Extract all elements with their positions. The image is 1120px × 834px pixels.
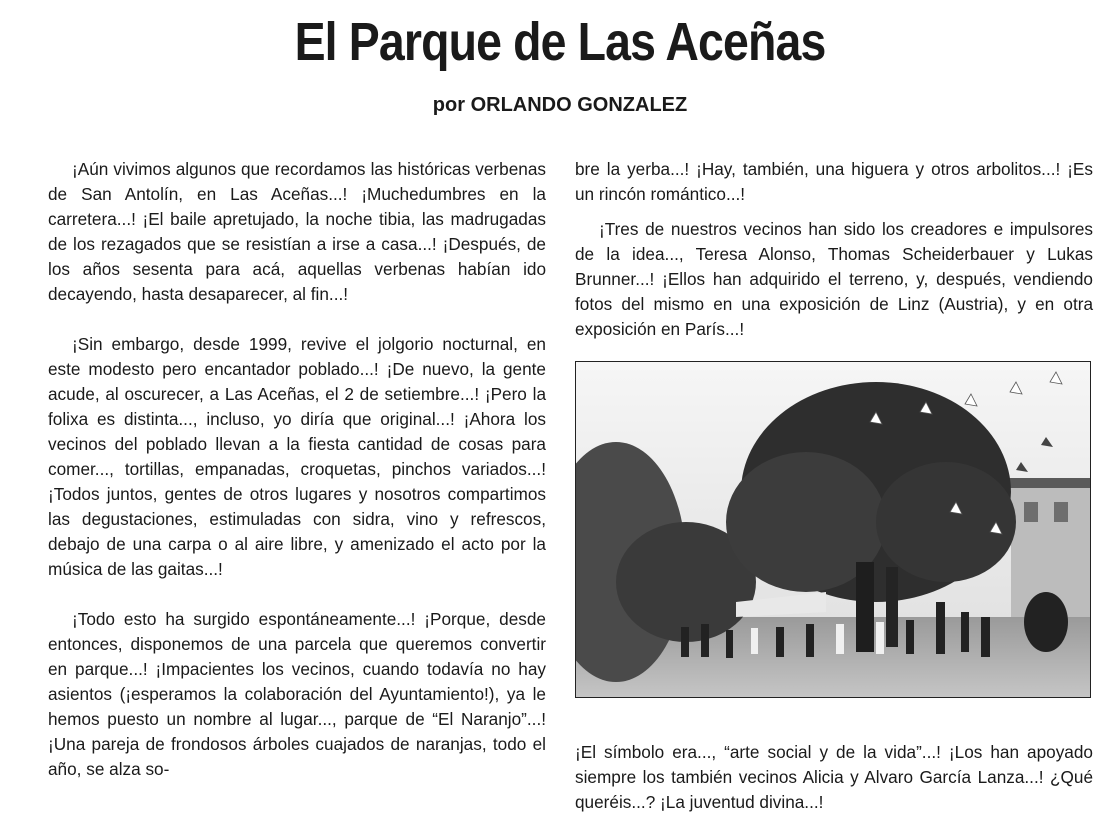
byline-prefix: por [432,94,465,116]
left-column [48,157,546,807]
paragraph: ¡Aún vivimos algunos que recordamos las históricas verbenas de San Antolín, en Las Aceñas...! ¡Muchedumbres en la carretera...! ¡El baile apretujado, la noche tibia, las madrugadas de los rezagados que se resistían a irse a casa...! ¡Después, de los años sesenta para acá, aquellas verbenas habían ido decayendo, hasta desaparecer, al fin...! [48,159,546,304]
paragraph: ¡Sin embargo, desde 1999, revive el jolgorio nocturnal, en este modesto pero encantador poblado...! ¡De nuevo, la gente acude, al oscurecer, a Las Aceñas, el 2 de setiembre...! ¡Pero la folixa es distinta..., incluso, yo diría que original...! ¡Ahora los vecinos del poblado llevan a la fiesta cantidad de cosas para comer..., tortillas, empanadas, croquetas, pinchos variados...! ¡Todos juntos, gentes de otros lugares y nosotros compartimos las degustaciones, estimuladas con sidra, vino y refrescos, debajo de una carpa o al aire libre, y amenizado el acto por la música de las gaitas...! [48,334,546,579]
paragraph: bre la yerba...! ¡Hay, también, una higuera y otros arbolitos...! ¡Es un rincón romántico...! [575,159,1093,204]
paragraph: ¡Tres de nuestros vecinos han sido los creadores e impulsores de la idea..., Teresa Alonso, Thomas Scheiderbauer y Lukas Brunner...! ¡Ellos han adquirido el terreno, y, después, vendiendo fotos del mismo en una exposición de Linz (Austria), y en otra exposición en París...! [575,219,1093,339]
park-photo-illustration [576,362,1091,698]
right-column [575,157,1093,352]
byline [0,92,1120,118]
closing-paragraph-block [575,740,1093,815]
paragraph: ¡Todo esto ha surgido espontáneamente...! ¡Porque, desde entonces, disponemos de una parcela que queremos convertir en parque...! ¡Impacientes los vecinos, cuando todavía no hay asientos (¡esperamos la colaboración del Ayuntamiento!), ya le hemos puesto un nombre al lugar..., parque de “El Naranjo”...! ¡Una pareja de frondosos árboles cuajados de naranjas, todo el año, se alza so- [48,609,546,779]
closing-paragraph: ¡El símbolo era..., “arte social y de la vida”...! ¡Los han apoyado siempre los también vecinos Alicia y Alvaro García Lanza...! ¿Qué queréis...? ¡La juventud divina...! [575,742,1093,812]
park-photo [575,361,1091,698]
article-title: El Parque de Las Aceñas [294,12,826,72]
author-name: ORLANDO GONZALEZ [470,94,688,116]
